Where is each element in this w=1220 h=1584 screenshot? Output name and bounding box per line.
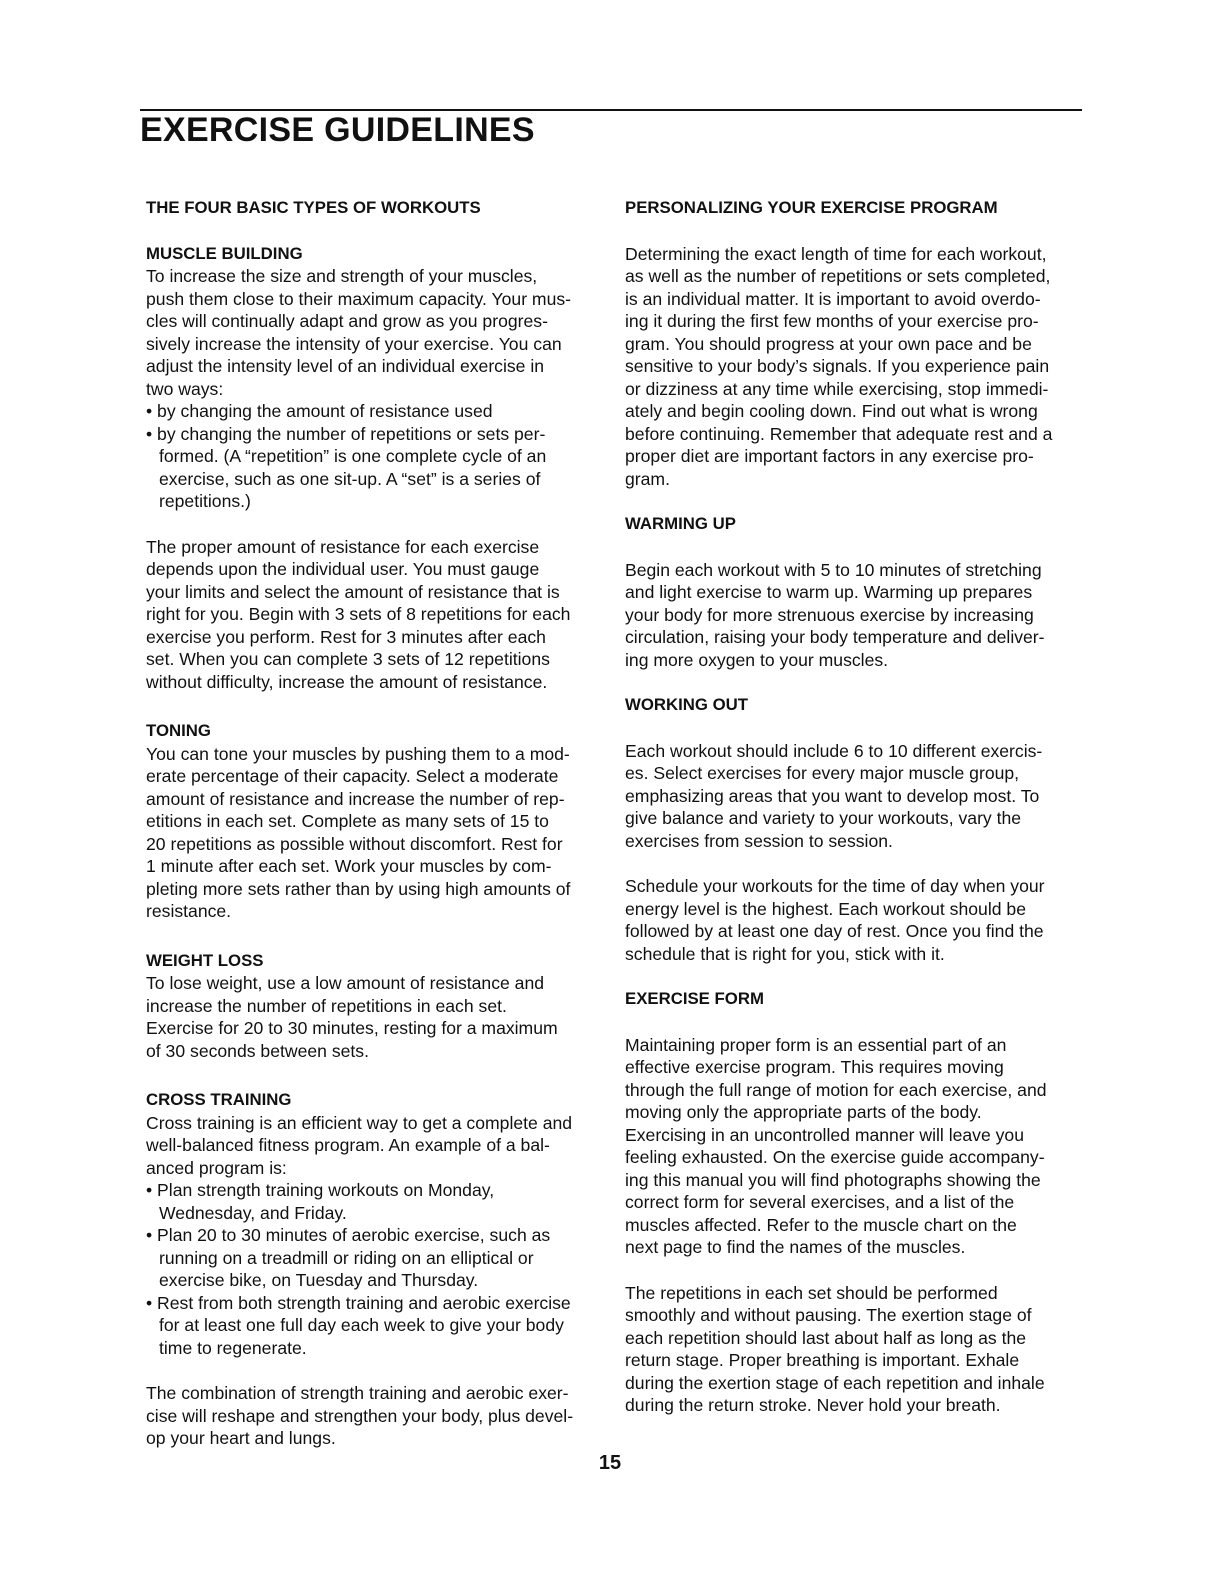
body-line: well-balanced fitness program. An example of a bal-	[146, 1135, 550, 1155]
body-line: effective exercise program. This requires moving	[625, 1057, 1004, 1077]
body-line: and light exercise to warm up. Warming up prepares	[625, 582, 1033, 602]
body-line: es. Select exercises for every major muscle group,	[625, 763, 1020, 783]
heading-cross-training: CROSS TRAINING	[146, 1090, 292, 1109]
body-line: depends upon the individual user. You must gauge	[146, 559, 540, 579]
body-line: increase the number of repetitions in each set.	[146, 995, 507, 1016]
body-line: ing it during the first few months of your exercise pro-	[625, 311, 1039, 331]
toning-text	[146, 743, 612, 923]
body-line: cise will reshape and strengthen your body, plus devel-	[146, 1405, 574, 1426]
cross-training-summary-text	[146, 1382, 612, 1450]
body-line: through the full range of motion for each exercise, and	[625, 1079, 1047, 1100]
bullet-continuation: for at least one full day each week to give your body	[159, 1315, 564, 1335]
body-line: etitions in each set. Complete as many sets of 15 to	[146, 811, 549, 831]
bullet-line: • Plan 20 to 30 minutes of aerobic exercise, such as	[146, 1225, 551, 1245]
body-line: give balance and variety to your workouts, vary the	[625, 808, 1022, 828]
body-line: Begin each workout with 5 to 10 minutes of stretching	[625, 559, 1042, 580]
body-line: is an individual matter. It is important to avoid overdo-	[625, 288, 1041, 309]
body-line: The combination of strength training and aerobic exer-	[146, 1383, 569, 1403]
page-title: EXERCISE GUIDELINES	[140, 111, 535, 149]
body-line: You can tone your muscles by pushing them to a mod-	[146, 743, 570, 764]
body-line: as well as the number of repetitions or sets completed,	[625, 266, 1051, 286]
heading-warming-up: WARMING UP	[625, 514, 736, 533]
bullet-continuation: time to regenerate.	[159, 1337, 307, 1358]
body-line: pleting more sets rather than by using high amounts of	[146, 878, 571, 899]
body-line: 20 repetitions as possible without discomfort. Rest for	[146, 833, 563, 854]
body-line: without difficulty, increase the amount of resistance.	[146, 671, 548, 692]
body-line: Exercising in an uncontrolled manner will leave you	[625, 1124, 1025, 1145]
body-line: cles will continually adapt and grow as you progres-	[146, 311, 548, 331]
body-line: muscles affected. Refer to the muscle chart on the	[625, 1214, 1017, 1235]
warming-up-text	[625, 559, 1095, 672]
cross-training-text	[146, 1112, 612, 1360]
body-line: your limits and select the amount of resistance that is	[146, 581, 560, 602]
body-line: Exercise for 20 to 30 minutes, resting for a maximum	[146, 1018, 558, 1038]
body-line: moving only the appropriate parts of the body.	[625, 1102, 982, 1122]
body-line: your body for more strenuous exercise by increasing	[625, 604, 1034, 625]
body-line: schedule that is right for you, stick with it.	[625, 943, 945, 964]
bullet-continuation: Wednesday, and Friday.	[159, 1202, 347, 1223]
body-line: two ways:	[146, 378, 224, 399]
right-column	[625, 197, 1095, 1417]
working-out-text	[625, 740, 1095, 853]
body-line: exercises from session to session.	[625, 830, 893, 851]
page-number: 15	[598, 1452, 622, 1474]
body-line: Maintaining proper form is an essential part of an	[625, 1034, 1007, 1055]
body-line: set. When you can complete 3 sets of 12 repetitions	[146, 649, 550, 669]
weight-loss-text	[146, 972, 612, 1062]
body-line: erate percentage of their capacity. Select a moderate	[146, 766, 559, 786]
body-line: Cross training is an efficient way to get a complete and	[146, 1112, 573, 1133]
body-line: emphasizing areas that you want to develop most. To	[625, 785, 1040, 806]
body-line: op your heart and lungs.	[146, 1428, 336, 1448]
bullet-continuation: repetitions.)	[159, 491, 251, 511]
body-line: or dizziness at any time while exercising, stop immedi-	[625, 378, 1049, 399]
body-line: To lose weight, use a low amount of resistance and	[146, 973, 545, 993]
body-line: energy level is the highest. Each workout should be	[625, 898, 1026, 919]
body-line: resistance.	[146, 901, 232, 921]
muscle-building-text	[146, 265, 612, 513]
body-line: smoothly and without pausing. The exertion stage of	[625, 1305, 1032, 1325]
body-line: return stage. Proper breathing is important. Exhale	[625, 1350, 1020, 1370]
body-line: amount of resistance and increase the number of rep-	[146, 788, 565, 809]
body-line: sensitive to your body’s signals. If you experience pain	[625, 356, 1050, 376]
section-heading-workout-types: THE FOUR BASIC TYPES OF WORKOUTS	[146, 198, 481, 217]
body-line: of 30 seconds between sets.	[146, 1040, 369, 1061]
body-line: exercise you perform. Rest for 3 minutes after each	[146, 626, 546, 647]
left-column	[146, 197, 612, 1450]
body-line: before continuing. Remember that adequate rest and a	[625, 423, 1053, 444]
body-line: adjust the intensity level of an individual exercise in	[146, 356, 545, 376]
body-line: To increase the size and strength of your muscles,	[146, 266, 538, 286]
body-line: 1 minute after each set. Work your muscles by com-	[146, 856, 552, 876]
body-line: right for you. Begin with 3 sets of 8 repetitions for each	[146, 604, 571, 624]
body-line: feeling exhausted. On the exercise guide accompany-	[625, 1147, 1045, 1167]
body-line: during the exertion stage of each repetition and inhale	[625, 1372, 1045, 1393]
heading-working-out: WORKING OUT	[625, 695, 749, 714]
heading-muscle-building: MUSCLE BUILDING	[146, 243, 303, 263]
bullet-line: • Plan strength training workouts on Monday,	[146, 1180, 495, 1200]
body-line: ing this manual you will find photographs showing the	[625, 1169, 1041, 1190]
body-line: gram. You should progress at your own pace and be	[625, 333, 1032, 354]
body-line: The proper amount of resistance for each exercise	[146, 536, 540, 557]
heading-exercise-form: EXERCISE FORM	[625, 989, 764, 1008]
bullet-continuation: exercise, such as one sit-up. A “set” is a series of	[159, 468, 541, 489]
body-line: ately and begin cooling down. Find out what is wrong	[625, 401, 1038, 421]
bullet-line: • Rest from both strength training and aerobic exercise	[146, 1292, 571, 1313]
bullet-continuation: exercise bike, on Tuesday and Thursday.	[159, 1270, 479, 1290]
bullet-line: • by changing the amount of resistance used	[146, 401, 493, 421]
body-line: sively increase the intensity of your exercise. You can	[146, 333, 562, 354]
body-line: Determining the exact length of time for each workout,	[625, 243, 1047, 264]
heading-toning: TONING	[146, 721, 211, 740]
heading-personalizing: PERSONALIZING YOUR EXERCISE PROGRAM	[625, 198, 998, 217]
body-line: circulation, raising your body temperature and deliver-	[625, 627, 1045, 647]
personalizing-text	[625, 243, 1095, 491]
body-line: Each workout should include 6 to 10 different exercis-	[625, 740, 1043, 761]
body-line: followed by at least one day of rest. Once you find the	[625, 921, 1044, 941]
body-line: proper diet are important factors in any exercise pro-	[625, 446, 1034, 466]
heading-weight-loss: WEIGHT LOSS	[146, 950, 264, 970]
body-line: correct form for several exercises, and a list of the	[625, 1192, 1015, 1212]
working-out-schedule-text	[625, 875, 1095, 965]
body-line: ing more oxygen to your muscles.	[625, 649, 889, 670]
body-line: The repetitions in each set should be performed	[625, 1282, 998, 1303]
body-line: anced program is:	[146, 1157, 287, 1178]
muscle-building-resistance-text	[146, 536, 612, 694]
exercise-form-text	[625, 1034, 1095, 1259]
body-line: during the return stroke. Never hold your breath.	[625, 1395, 1001, 1415]
body-line: gram.	[625, 468, 670, 489]
exercise-form-breathing-text	[625, 1282, 1095, 1417]
body-line: Schedule your workouts for the time of day when your	[625, 876, 1045, 896]
body-line: each repetition should last about half as long as the	[625, 1327, 1027, 1348]
bullet-continuation: formed. (A “repetition” is one complete cycle of an	[159, 446, 547, 466]
bullet-line: • by changing the number of repetitions or sets per-	[146, 423, 546, 444]
bullet-continuation: running on a treadmill or riding on an elliptical or	[159, 1247, 534, 1268]
body-line: next page to find the names of the muscles.	[625, 1237, 966, 1257]
body-line: push them close to their maximum capacity. Your mus-	[146, 288, 572, 309]
